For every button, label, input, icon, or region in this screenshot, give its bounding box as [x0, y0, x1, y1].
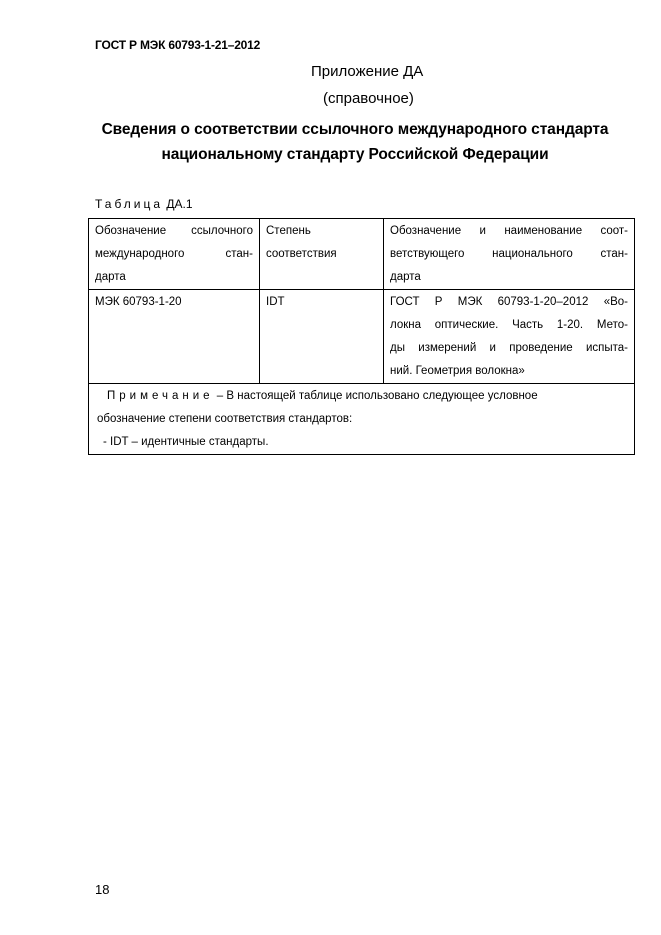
- document-code-header: ГОСТ Р МЭК 60793-1-21–2012: [95, 38, 261, 52]
- header-ref-line: международного стан-: [95, 248, 253, 260]
- cell-national-line: ды измерений и проведение испыта-: [390, 342, 628, 354]
- note-dash: –: [213, 390, 227, 402]
- appendix-title: Приложение ДА: [311, 63, 424, 80]
- cell-national-line: локна оптические. Часть 1-20. Мето-: [390, 319, 628, 331]
- cell-national-line: ний. Геометрия волокна»: [390, 365, 525, 377]
- cell-ref-standard: МЭК 60793-1-20: [89, 290, 260, 384]
- header-ref-line: дарта: [95, 271, 126, 283]
- reference-standards-table: [88, 218, 635, 455]
- cell-national-line: ГОСТ Р МЭК 60793-1-20–2012 «Во-: [390, 296, 628, 308]
- appendix-heading-line-2: национальному стандарту Российской Федерации: [161, 146, 549, 163]
- header-degree-line: соответствия: [266, 248, 337, 260]
- table-header-row: [89, 219, 635, 290]
- header-ref-standard: [89, 219, 260, 290]
- header-ref-line: Обозначение ссылочного: [95, 225, 253, 237]
- table-note: [89, 384, 635, 455]
- appendix-heading-line-1: Сведения о соответствии ссылочного международного стандарта: [101, 121, 609, 138]
- table-caption-number: ДА.1: [166, 197, 193, 211]
- appendix-heading: [0, 117, 661, 167]
- header-national-line: Обозначение и наименование соот-: [390, 225, 628, 237]
- table-row: [89, 290, 635, 384]
- note-label: Примечание: [107, 390, 214, 402]
- header-national-line: ветствующего национального стан-: [390, 248, 628, 260]
- header-national-standard: [384, 219, 635, 290]
- header-degree-line: Степень: [266, 225, 311, 237]
- cell-degree: IDT: [260, 290, 384, 384]
- table-caption: [95, 197, 193, 211]
- table-caption-word: Таблица: [95, 197, 164, 211]
- header-national-line: дарта: [390, 271, 421, 283]
- note-line-1: [97, 385, 628, 408]
- cell-national-standard: [384, 290, 635, 384]
- table-note-row: [89, 384, 635, 455]
- page-number: 18: [95, 882, 110, 897]
- note-text: В настоящей таблице использовано следующее условное: [226, 390, 538, 402]
- note-list-item: - IDT – идентичные стандарты.: [103, 436, 269, 448]
- appendix-status-note: (справочное): [323, 90, 414, 107]
- note-line-2: обозначение степени соответствия стандартов:: [97, 413, 353, 425]
- header-degree: [260, 219, 384, 290]
